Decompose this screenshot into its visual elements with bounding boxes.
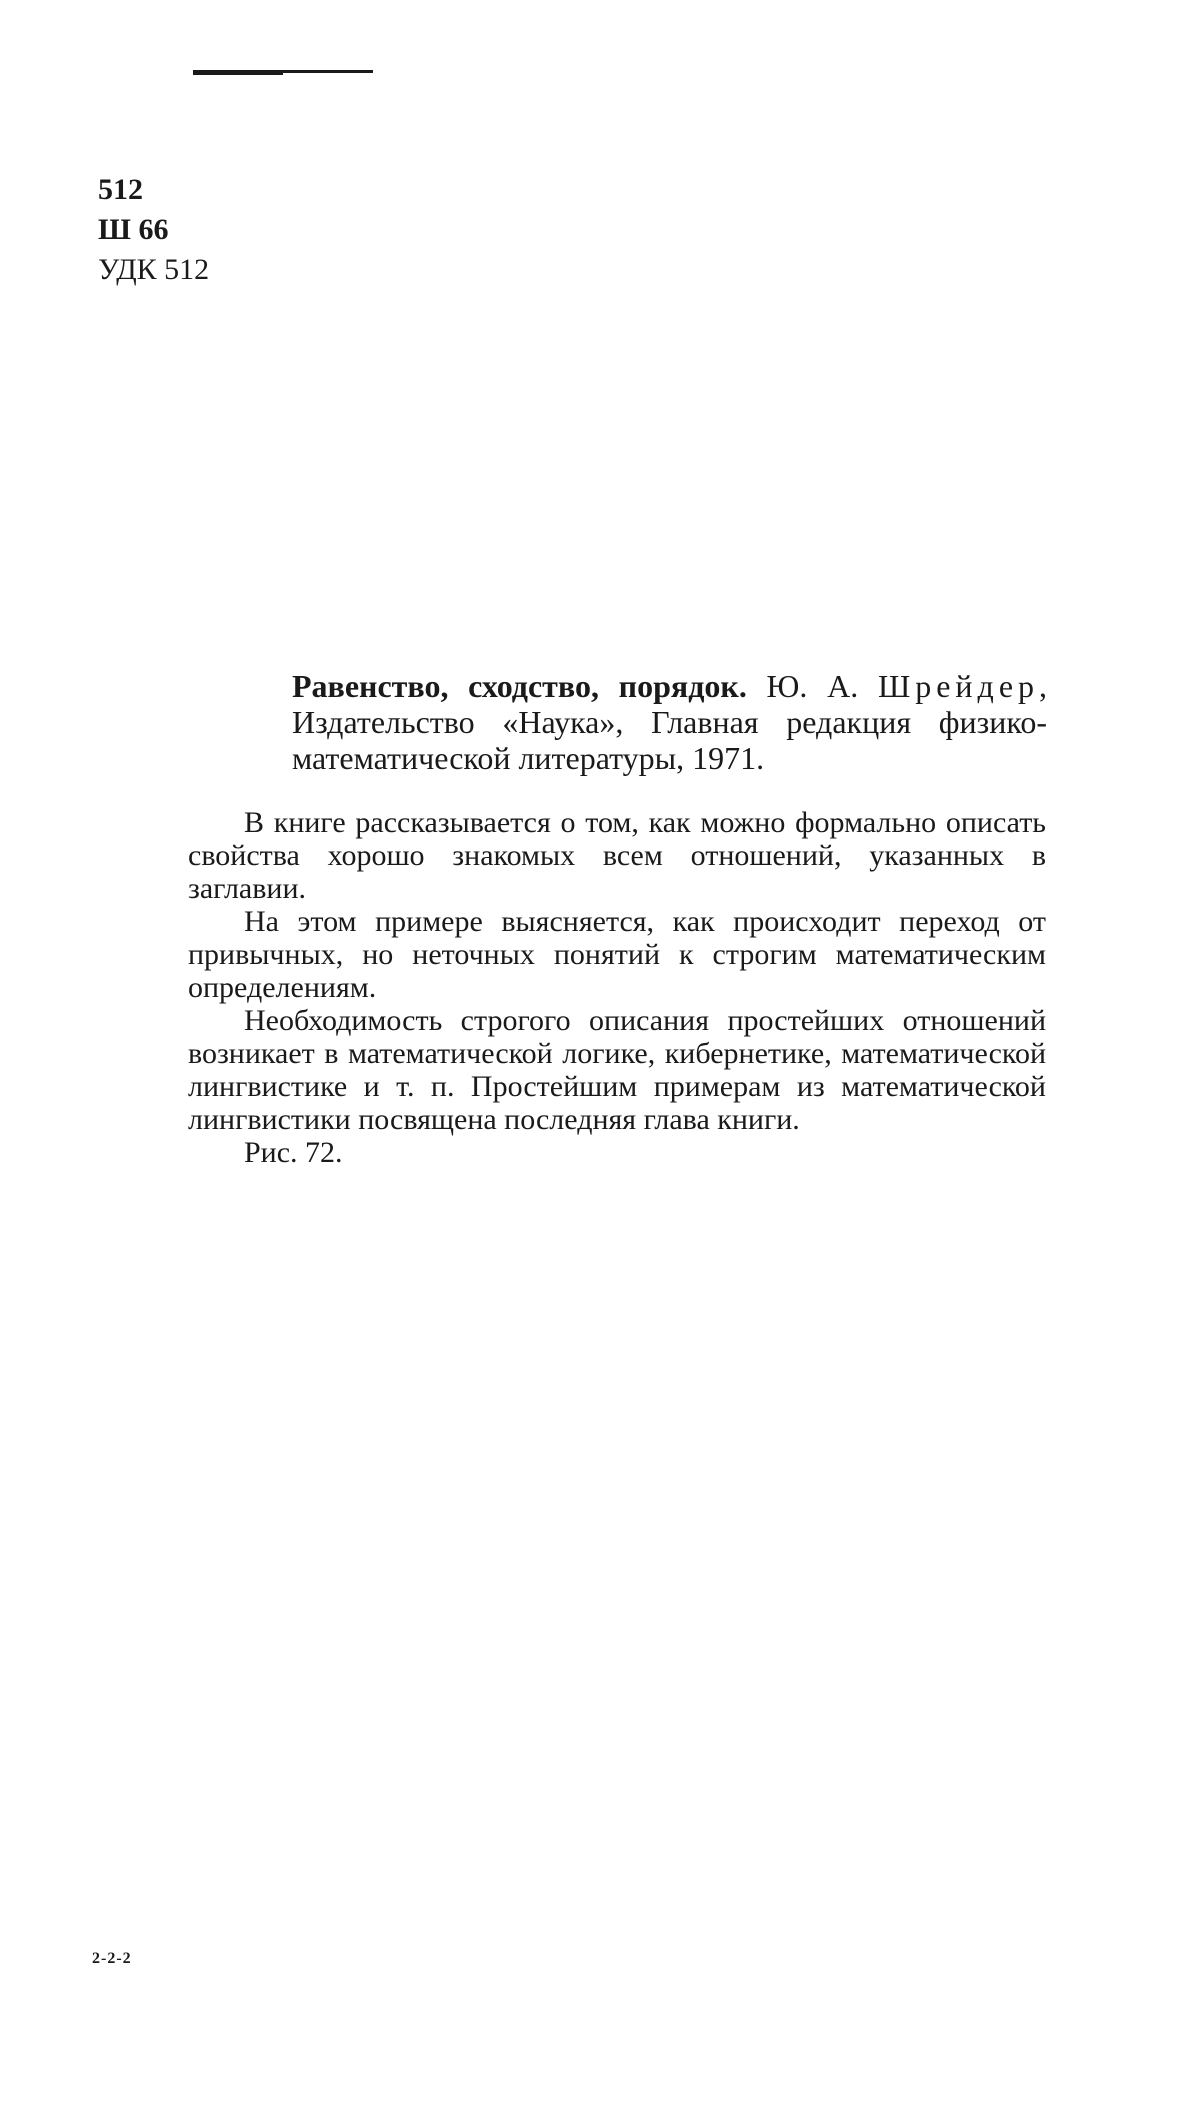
top-rule xyxy=(193,70,373,73)
figure-count: Рис. 72. xyxy=(244,1136,343,1169)
abstract-paragraph: Необходимость строгого описания простейших отношений возникает в математической логике, кибернетике, математической лингвистике и т. п. Простейшим примерам из математической лингвистики посвящена последняя глава книги. xyxy=(188,1004,1046,1136)
classification-block xyxy=(98,170,209,290)
book-title: Равенство, сходство, порядок. xyxy=(292,668,747,704)
author-sign-code: Ш 66 xyxy=(98,213,169,246)
footer-code: 2-2-2 xyxy=(92,1950,132,1967)
classification-code: 512 xyxy=(98,173,143,206)
abstract xyxy=(188,806,1046,1169)
author-initials: Ю. А. xyxy=(766,668,859,704)
publisher-info: , Издательство «Наука», Главная редакция физико-математической литературы, 1971. xyxy=(292,668,1048,776)
bibliographic-entry xyxy=(292,668,1047,776)
author-surname: Шрейдер xyxy=(877,668,1040,704)
udc-code: УДК 512 xyxy=(98,253,210,286)
abstract-paragraph: В книге рассказывается о том, как можно формально описать свойства хорошо знакомых всем отношений, указанных в заглавии. xyxy=(188,806,1046,905)
abstract-paragraph: На этом примере выясняется, как происходит переход от привычных, но неточных понятий к строгим математическим определениям. xyxy=(188,905,1046,1004)
